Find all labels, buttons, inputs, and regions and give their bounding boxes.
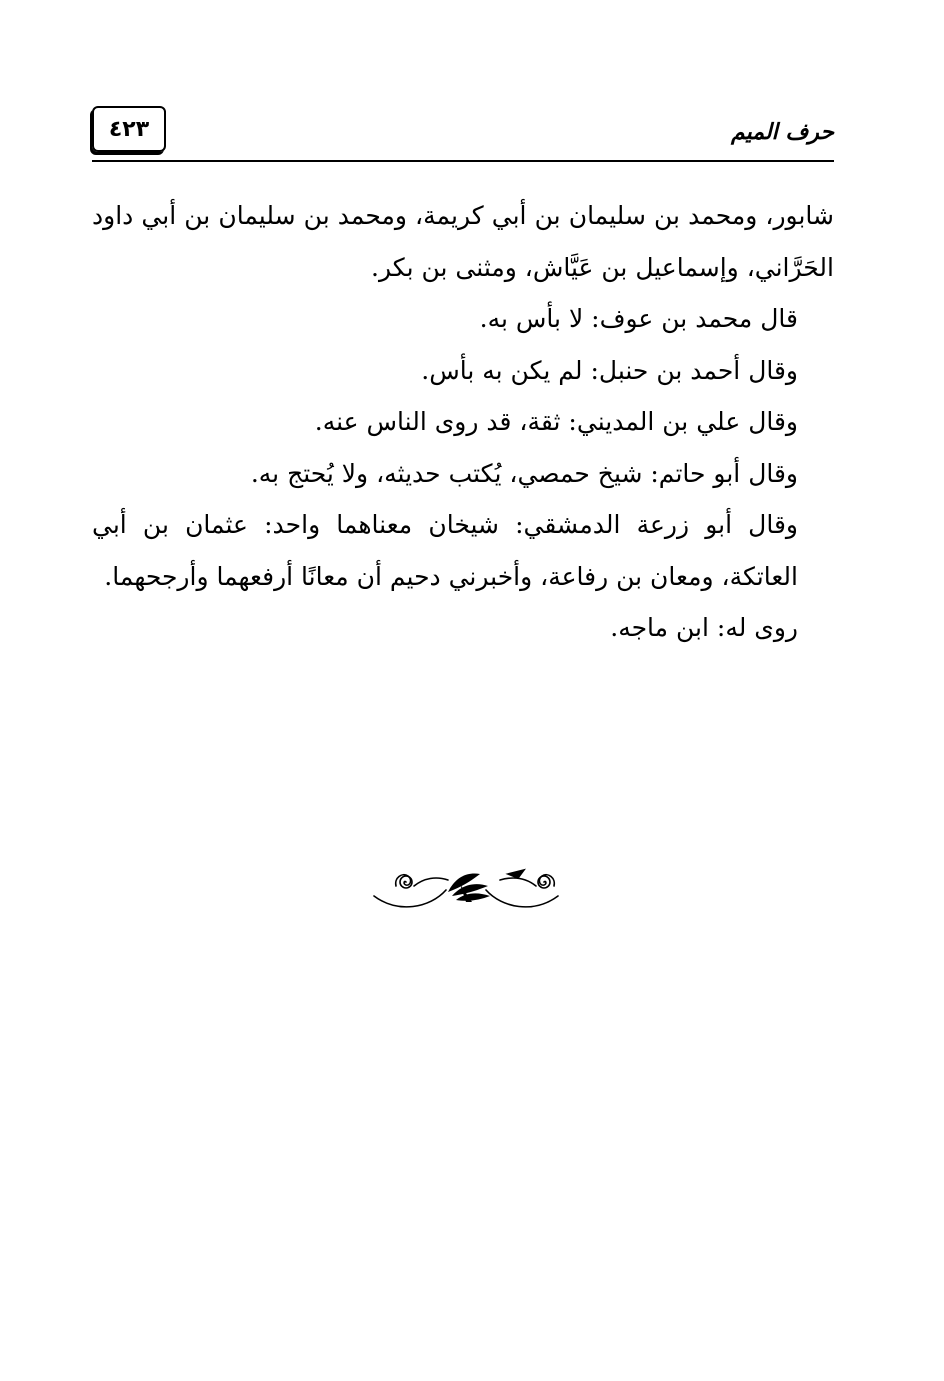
chapter-title: حرف الميم <box>730 120 834 145</box>
quote-ali-ibn-al-madini: وقال علي بن المديني: ثقة، قد روى الناس عنه. <box>314 407 798 436</box>
floral-divider-icon <box>368 862 564 914</box>
quote-abu-zura: وقال أبو زرعة الدمشقي: شيخان معناهما واحد: عثمان بن أبي العاتكة، ومعان بن رفاعة، وأخبرني دحيم أن معانًا أرفعهما وأرجحهما. <box>92 510 798 591</box>
quote-ibn-awf: قال محمد بن عوف: لا بأس به. <box>479 304 798 333</box>
page-header <box>92 104 834 162</box>
narrated-by: روى له: ابن ماجه. <box>610 613 798 642</box>
header-rule <box>92 160 834 162</box>
body-text <box>92 190 834 654</box>
page-number: ٤٢٣ <box>92 106 166 152</box>
quote-abu-hatim: وقال أبو حاتم: شيخ حمصي، يُكتب حديثه، ولا يُحتج به. <box>250 458 798 488</box>
paragraph-narrators: شابور، ومحمد بن سليمان بن أبي كريمة، ومحمد بن سليمان بن أبي داود الحَرَّاني، وإسماعيل بن عَيَّاش، ومثنى بن بكر. <box>92 201 834 282</box>
quote-ahmad-ibn-hanbal: وقال أحمد بن حنبل: لم يكن به بأس. <box>421 355 798 385</box>
